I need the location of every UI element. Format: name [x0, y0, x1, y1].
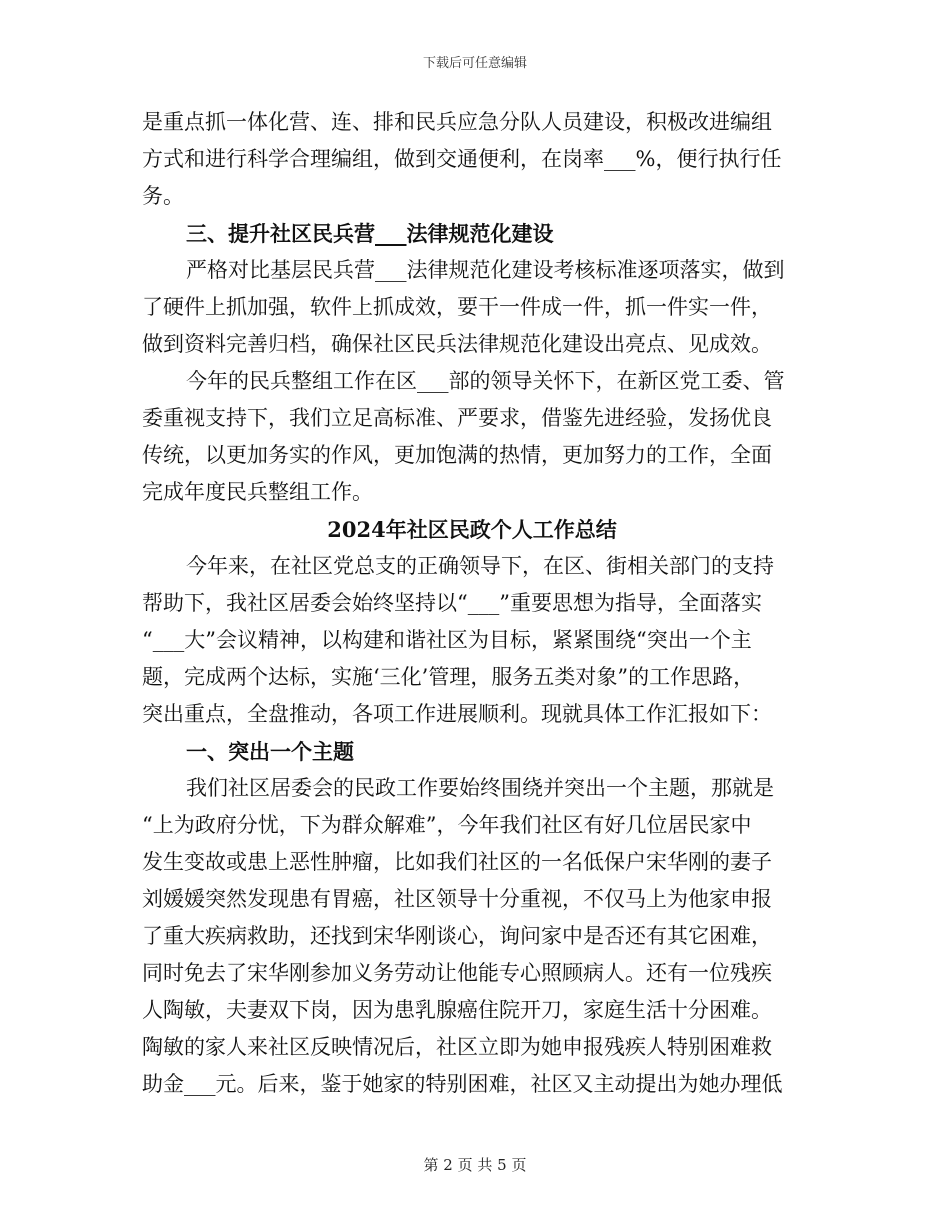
body-line: 同时免去了宋华刚参加义务劳动让他能专心照顾病人。还有一位残疾	[142, 961, 772, 985]
body-line: 严格对比基层民兵营___法律规范化建设考核标准逐项落实，做到	[186, 258, 785, 282]
body-line: 我们社区居委会的民政工作要始终围绕并突出一个主题，那就是	[186, 776, 774, 800]
body-line: 是重点抓一体化营、连、排和民兵应急分队人员建设，积极改进编组	[142, 110, 772, 134]
body-line: 今年来，在社区党总支的正确领导下，在区、街相关部门的支持	[186, 554, 774, 578]
document-title: 2024年社区民政个人工作总结	[327, 517, 617, 542]
body-line: 助金___元。后来，鉴于她家的特别困难，社区又主动提出为她办理低	[142, 1072, 783, 1096]
body-line: 发生变故或患上恶性肿瘤，比如我们社区的一名低保户宋华刚的妻子	[142, 850, 772, 874]
body-line: 今年的民兵整组工作在区___部的领导关怀下，在新区党工委、管	[186, 369, 785, 393]
body-line: 题，完成两个达标，实施‘三化’管理，服务五类对象”的工作思路，	[142, 665, 755, 689]
body-line: 刘媛媛突然发现患有胃癌，社区领导十分重视，不仅马上为他家申报	[142, 887, 772, 911]
section-heading: 三、提升社区民兵营___法律规范化建设	[186, 221, 554, 246]
page-header: 下载后可任意编辑	[422, 56, 527, 71]
body-line: 人陶敏，夫妻双下岗，因为患乳腺癌住院开刀，家庭生活十分困难。	[142, 998, 772, 1022]
body-line: 了重大疾病救助，还找到宋华刚谈心，询问家中是否还有其它困难，	[142, 924, 772, 948]
body-line: 完成年度民兵整组工作。	[142, 480, 373, 504]
body-line: 了硬件上抓加强，软件上抓成效，要干一件成一件，抓一件实一件，	[142, 295, 772, 319]
body-line: 务。	[142, 184, 184, 208]
body-line: 方式和进行科学合理编组，做到交通便利，在岗率___%，便行执行任	[142, 147, 782, 171]
body-line: 委重视支持下，我们立足高标准、严要求，借鉴先进经验，发扬优良	[142, 406, 772, 430]
body-line: 做到资料完善归档，确保社区民兵法律规范化建设出亮点、见成效。	[142, 332, 772, 356]
section-heading: 一、突出一个主题	[186, 739, 354, 764]
body-line: 突出重点，全盘推动，各项工作进展顺利。现就具体工作汇报如下：	[142, 702, 772, 726]
body-line: “___大”会议精神，以构建和谐社区为目标，紧紧围绕“突出一个主	[142, 628, 752, 652]
body-line: 传统，以更加务实的作风，更加饱满的热情，更加努力的工作，全面	[142, 443, 772, 467]
body-line: “上为政府分忧，下为群众解难”，今年我们社区有好几位居民家中	[142, 813, 752, 837]
body-line: 帮助下，我社区居委会始终坚持以“___”重要思想为指导，全面落实	[142, 591, 762, 615]
page-footer: 第 2 页 共 5 页	[423, 1156, 527, 1174]
document-body	[142, 104, 802, 1103]
body-line: 陶敏的家人来社区反映情况后，社区立即为她申报残疾人特别困难救	[142, 1035, 772, 1059]
